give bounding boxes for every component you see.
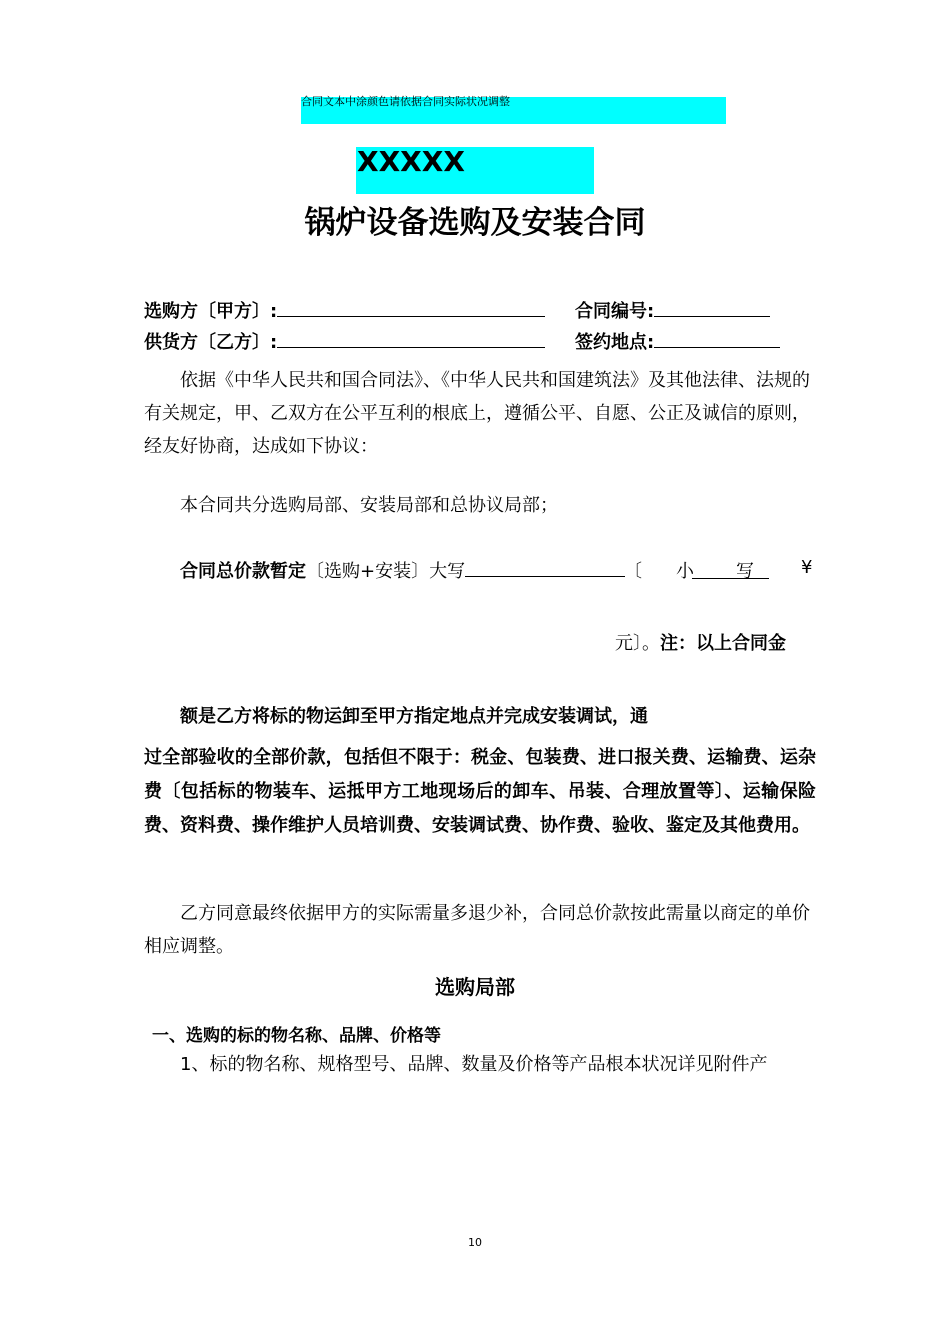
supplier-blank — [277, 329, 545, 348]
price-note-paragraph: 过全部验收的全部价款，包括但不限于：税金、包装费、进口报关费、运输费、运杂费〔包括标的物装车、运抵甲方工地现场后的卸车、吊装、合理放置等〕、运输保险费、资料费、操作维护人员培训费、安装调试费、协作费、验收、鉴定及其他费用。 — [144, 747, 816, 836]
buyer-blank — [277, 298, 545, 317]
supplier-label: 供货方〔乙方〕: — [144, 332, 278, 353]
price-small-1: 小 — [676, 561, 694, 582]
price-row — [180, 557, 625, 583]
item-heading: 一、选购的标的物名称、品牌、价格等 — [152, 1026, 441, 1046]
price-label: 合同总价款暂定 — [180, 561, 306, 582]
price-figure-blank — [692, 578, 769, 579]
section-title: 选购局部 — [435, 975, 515, 999]
contract-no-row — [575, 297, 770, 323]
adjust-paragraph: 乙方同意最终依据甲方的实际需量多退少补，合同总价款按此需量以商定的单价相应调整。 — [144, 903, 810, 957]
intro-paragraph: 依据《中华人民共和国合同法》、《中华人民共和国建筑法》及其他法律、法规的有关规定，甲、乙双方在公平互利的根底上，遵循公平、自愿、公正及诚信的原则，经友好协商，达成如下协议： — [144, 370, 810, 457]
page-number: 10 — [468, 1236, 482, 1249]
price-words-blank — [465, 558, 625, 577]
price-note-line-1: 额是乙方将标的物运卸至甲方指定地点并完成安装调试，通 — [180, 706, 648, 727]
sign-place-blank — [654, 329, 780, 348]
supplier-row — [144, 328, 545, 354]
buyer-row — [144, 297, 545, 323]
parts-paragraph: 本合同共分选购局部、安装局部和总协议局部； — [180, 495, 558, 516]
contract-no-blank — [654, 298, 770, 317]
price-yen: ¥ — [801, 557, 813, 578]
contract-code: XXXXX — [357, 145, 465, 178]
document-title: 锅炉设备选购及安装合同 — [304, 205, 646, 241]
price-small-2: 写 — [736, 561, 754, 582]
sign-place-label: 签约地点: — [575, 332, 655, 353]
item-1: 1、标的物名称、规格型号、品牌、数量及价格等产品根本状况详见附件产 — [180, 1054, 768, 1075]
price-scope: 〔选购+安装〕大写 — [306, 561, 466, 582]
price-unit: 元〕。 — [615, 633, 660, 654]
sign-place-row — [575, 328, 780, 354]
price-note-start: 注：以上合同金 — [660, 633, 786, 654]
price-note-row — [615, 629, 786, 655]
contract-no-label: 合同编号: — [575, 301, 655, 322]
buyer-label: 选购方〔甲方〕: — [144, 301, 278, 322]
price-paren: 〔 — [624, 561, 642, 582]
color-note: 合同文本中涂颜色请依据合同实际状况调整 — [301, 95, 510, 108]
